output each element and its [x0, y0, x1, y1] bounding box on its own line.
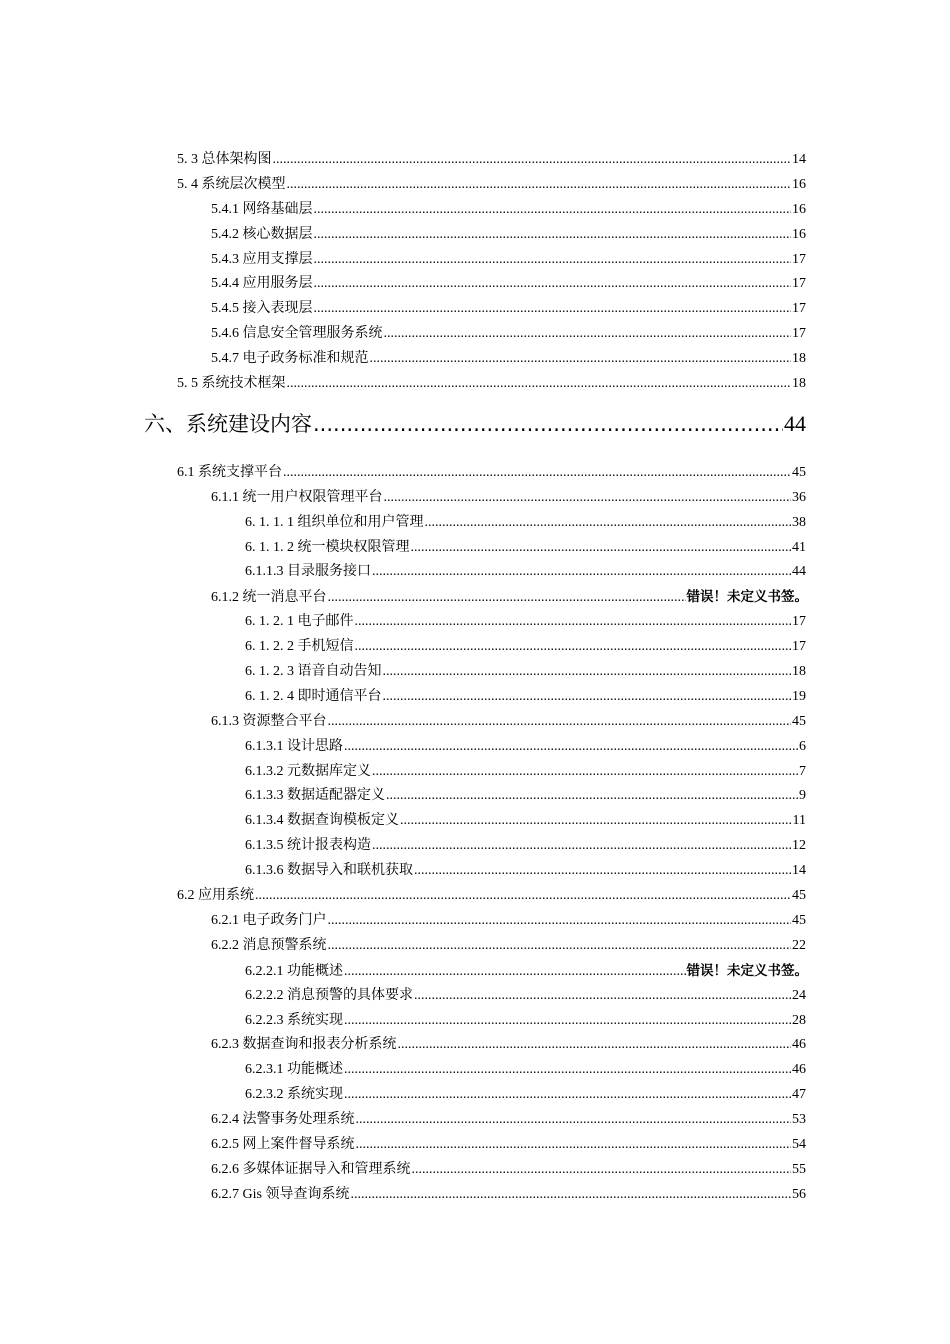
toc-entry[interactable] [0, 223, 950, 248]
toc-entry[interactable] [0, 148, 950, 173]
toc-dot-leader [355, 635, 792, 660]
toc-page-number: 45 [792, 912, 806, 928]
toc-entry-title: 6.2.2.3 系统实现 [245, 1012, 343, 1028]
toc-entry-title: 6.2.6 多媒体证据导入和管理系统 [211, 1161, 411, 1177]
toc-dot-leader [383, 660, 792, 685]
toc-entry-title: 6.2.3.2 系统实现 [245, 1087, 343, 1103]
toc-entry-title: 6.2.7 Gis 领导查询系统 [211, 1186, 350, 1202]
toc-entry[interactable] [0, 984, 950, 1009]
toc-page-number: 17 [792, 251, 806, 267]
toc-dot-leader [355, 610, 792, 635]
toc-dot-leader [383, 685, 792, 710]
toc-page-number: 38 [792, 514, 806, 530]
toc-entry-title: 六、系统建设内容 [144, 411, 312, 436]
toc-dot-leader [328, 710, 792, 735]
toc-dot-leader [255, 884, 791, 909]
toc-entry[interactable] [0, 173, 950, 198]
toc-dot-leader [370, 347, 792, 372]
toc-entry[interactable] [0, 685, 950, 710]
toc-entry[interactable] [0, 536, 950, 561]
toc-entry-title: 6.2.2.1 功能概述 [245, 963, 343, 979]
toc-page-number: 44 [792, 564, 806, 580]
toc-page-number: 45 [792, 464, 806, 480]
toc-entry[interactable] [0, 760, 950, 785]
toc-entry[interactable] [0, 635, 950, 660]
toc-entry-title: 6.1 系统支撑平台 [177, 464, 282, 480]
toc-chapter-entry[interactable] [0, 409, 950, 439]
toc-entry-title: 6.2 应用系统 [177, 888, 254, 904]
toc-page-number: 17 [792, 301, 806, 317]
toc-dot-leader [344, 960, 686, 985]
toc-page-number: 17 [792, 614, 806, 630]
toc-entry-title: 6.1.3.3 数据适配器定义 [245, 788, 385, 804]
toc-dot-leader [386, 784, 798, 809]
toc-entry[interactable] [0, 347, 950, 372]
toc-entry[interactable] [0, 809, 950, 834]
toc-entry-title: 5. 3 总体架构图 [177, 152, 272, 167]
toc-entry-title: 6. 1. 1. 1 组织单位和用户管理 [245, 514, 424, 530]
toc-entry[interactable] [0, 1183, 950, 1208]
toc-dot-leader [328, 586, 686, 611]
toc-entry[interactable] [0, 1009, 950, 1034]
toc-dot-leader [356, 1108, 792, 1133]
toc-entry[interactable] [0, 934, 950, 959]
toc-bookmark-error: 错误！未定义书签。 [686, 962, 808, 979]
toc-dot-leader [384, 322, 792, 347]
toc-page-number: 54 [792, 1136, 806, 1152]
toc-entry-title: 5.4.6 信息安全管理服务系统 [211, 326, 383, 342]
toc-entry[interactable] [0, 461, 950, 486]
toc-dot-leader [425, 511, 792, 536]
toc-entry-title: 5.4.4 应用服务层 [211, 276, 313, 292]
toc-page-number: 44 [784, 410, 806, 436]
toc-page-number: 17 [792, 276, 806, 292]
toc-page-number: 11 [792, 813, 806, 829]
toc-page-number: 16 [792, 201, 806, 217]
toc-dot-leader [314, 297, 792, 322]
toc-page-number: 7 [799, 763, 806, 779]
toc-page-number: 45 [792, 713, 806, 729]
toc-page-number: 46 [792, 1037, 806, 1053]
toc-dot-leader [344, 1083, 791, 1108]
toc-entry[interactable] [0, 610, 950, 635]
toc-dot-leader [414, 984, 791, 1009]
toc-entry[interactable] [0, 909, 950, 934]
toc-entry[interactable] [0, 959, 950, 984]
toc-dot-leader [344, 1009, 791, 1034]
toc-page-number: 46 [792, 1062, 806, 1078]
toc-page-number: 18 [792, 664, 806, 680]
toc-entry-title: 6. 1. 1. 2 统一模块权限管理 [245, 539, 410, 555]
toc-dot-leader [414, 859, 791, 884]
toc-page-number: 56 [792, 1186, 806, 1202]
toc-entry-title: 6.1.3.2 元数据库定义 [245, 763, 371, 779]
toc-entry[interactable] [0, 710, 950, 735]
toc-dot-leader [411, 536, 792, 561]
toc-entry-title: 6.1.3.6 数据导入和联机获取 [245, 863, 413, 879]
toc-dot-leader [350, 1183, 791, 1208]
toc-entry-title: 6. 1. 2. 1 电子邮件 [245, 614, 354, 630]
toc-entry-title: 6.1.3.4 数据查询模板定义 [245, 813, 399, 829]
toc-entry[interactable] [0, 560, 950, 585]
toc-page-number: 18 [792, 376, 806, 392]
toc-entry[interactable] [0, 735, 950, 760]
toc-entry-title: 6.2.1 电子政务门户 [211, 912, 327, 928]
toc-entry-title: 6.1.3.5 统计报表构造 [245, 838, 371, 854]
toc-dot-leader [273, 148, 792, 173]
toc-page-number: 6 [799, 738, 806, 754]
toc-entry-title: 6. 1. 2. 4 即时通信平台 [245, 688, 382, 704]
toc-entry[interactable] [0, 272, 950, 297]
toc-page-number: 55 [792, 1161, 806, 1177]
toc-dot-leader [372, 760, 798, 785]
toc-entry-title: 6.1.1.3 目录服务接口 [245, 564, 371, 580]
toc-page-number: 16 [792, 226, 806, 242]
toc-entry-title: 5.4.7 电子政务标准和规范 [211, 351, 369, 367]
toc-page-number: 17 [792, 639, 806, 655]
toc-entry-title: 5. 4 系统层次模型 [177, 176, 286, 192]
toc-entry[interactable] [0, 1158, 950, 1183]
toc-entry-title: 6.1.3 资源整合平台 [211, 713, 327, 729]
toc-entry[interactable] [0, 322, 950, 347]
toc-page-number: 19 [792, 688, 806, 704]
toc-dot-leader [314, 272, 792, 297]
toc-dot-leader [313, 409, 783, 439]
toc-entry-title: 6.2.3.1 功能概述 [245, 1062, 343, 1078]
toc-page-number: 22 [792, 937, 806, 953]
toc-entry[interactable] [0, 1083, 950, 1108]
toc-dot-leader [384, 486, 792, 511]
toc-entry[interactable] [0, 660, 950, 685]
table-of-contents [0, 148, 950, 1208]
toc-page-number: 24 [792, 987, 806, 1003]
toc-entry-title: 6.2.2.2 消息预警的具体要求 [245, 987, 413, 1003]
toc-entry-title: 6.1.2 统一消息平台 [211, 590, 327, 606]
toc-entry[interactable] [0, 511, 950, 536]
toc-entry-title: 5.4.5 接入表现层 [211, 301, 313, 317]
toc-entry[interactable] [0, 1033, 950, 1058]
toc-page-number: 47 [792, 1087, 806, 1103]
toc-entry-title: 5.4.1 网络基础层 [211, 201, 313, 217]
toc-entry[interactable] [0, 248, 950, 273]
toc-dot-leader [287, 173, 792, 198]
toc-dot-leader [372, 560, 791, 585]
toc-dot-leader [356, 1133, 792, 1158]
toc-dot-leader [314, 248, 792, 273]
toc-entry-title: 6.2.2 消息预警系统 [211, 937, 327, 953]
toc-entry[interactable] [0, 884, 950, 909]
toc-entry-title: 6. 1. 2. 2 手机短信 [245, 639, 354, 655]
toc-dot-leader [283, 461, 791, 486]
toc-dot-leader [328, 934, 792, 959]
toc-dot-leader [412, 1158, 792, 1183]
toc-entry-title: 5.4.2 核心数据层 [211, 226, 313, 242]
toc-dot-leader [372, 834, 791, 859]
toc-entry[interactable] [0, 297, 950, 322]
toc-dot-leader [398, 1033, 792, 1058]
toc-entry-title: 6.1.1 统一用户权限管理平台 [211, 489, 383, 505]
toc-page-number: 12 [792, 838, 806, 854]
toc-bookmark-error: 错误！未定义书签。 [686, 589, 808, 606]
toc-entry[interactable] [0, 585, 950, 610]
toc-entry-title: 6.2.3 数据查询和报表分析系统 [211, 1037, 397, 1053]
toc-page-number: 9 [799, 788, 806, 804]
toc-page-number: 16 [792, 176, 806, 192]
toc-entry[interactable] [0, 784, 950, 809]
toc-entry-title: 6.2.4 法警事务处理系统 [211, 1112, 355, 1128]
toc-page-number: 41 [792, 539, 806, 555]
toc-dot-leader [400, 809, 792, 834]
toc-entry-title: 6.2.5 网上案件督导系统 [211, 1136, 355, 1152]
toc-page-number: 36 [792, 489, 806, 505]
toc-entry[interactable] [0, 198, 950, 223]
toc-page-number: 45 [792, 888, 806, 904]
toc-dot-leader [314, 223, 792, 248]
toc-page-number: 17 [792, 326, 806, 342]
toc-entry[interactable] [0, 372, 950, 397]
toc-page-number: 14 [792, 863, 806, 879]
toc-dot-leader [344, 735, 798, 760]
toc-entry[interactable] [0, 1133, 950, 1158]
toc-dot-leader [344, 1058, 791, 1083]
toc-entry-title: 5. 5 系统技术框架 [177, 376, 286, 392]
toc-entry-title: 5.4.3 应用支撑层 [211, 251, 313, 267]
toc-dot-leader [314, 198, 792, 223]
toc-dot-leader [328, 909, 792, 934]
toc-entry[interactable] [0, 486, 950, 511]
toc-page-number: 18 [792, 351, 806, 367]
toc-entry[interactable] [0, 1108, 950, 1133]
toc-entry-title: 6. 1. 2. 3 语音自动告知 [245, 664, 382, 680]
toc-entry[interactable] [0, 834, 950, 859]
toc-page-number: 28 [792, 1012, 806, 1028]
toc-page-number: 53 [792, 1112, 806, 1128]
toc-entry-title: 6.1.3.1 设计思路 [245, 738, 343, 754]
toc-dot-leader [287, 372, 792, 397]
toc-entry[interactable] [0, 859, 950, 884]
toc-entry[interactable] [0, 1058, 950, 1083]
toc-page-number: 14 [792, 152, 806, 167]
